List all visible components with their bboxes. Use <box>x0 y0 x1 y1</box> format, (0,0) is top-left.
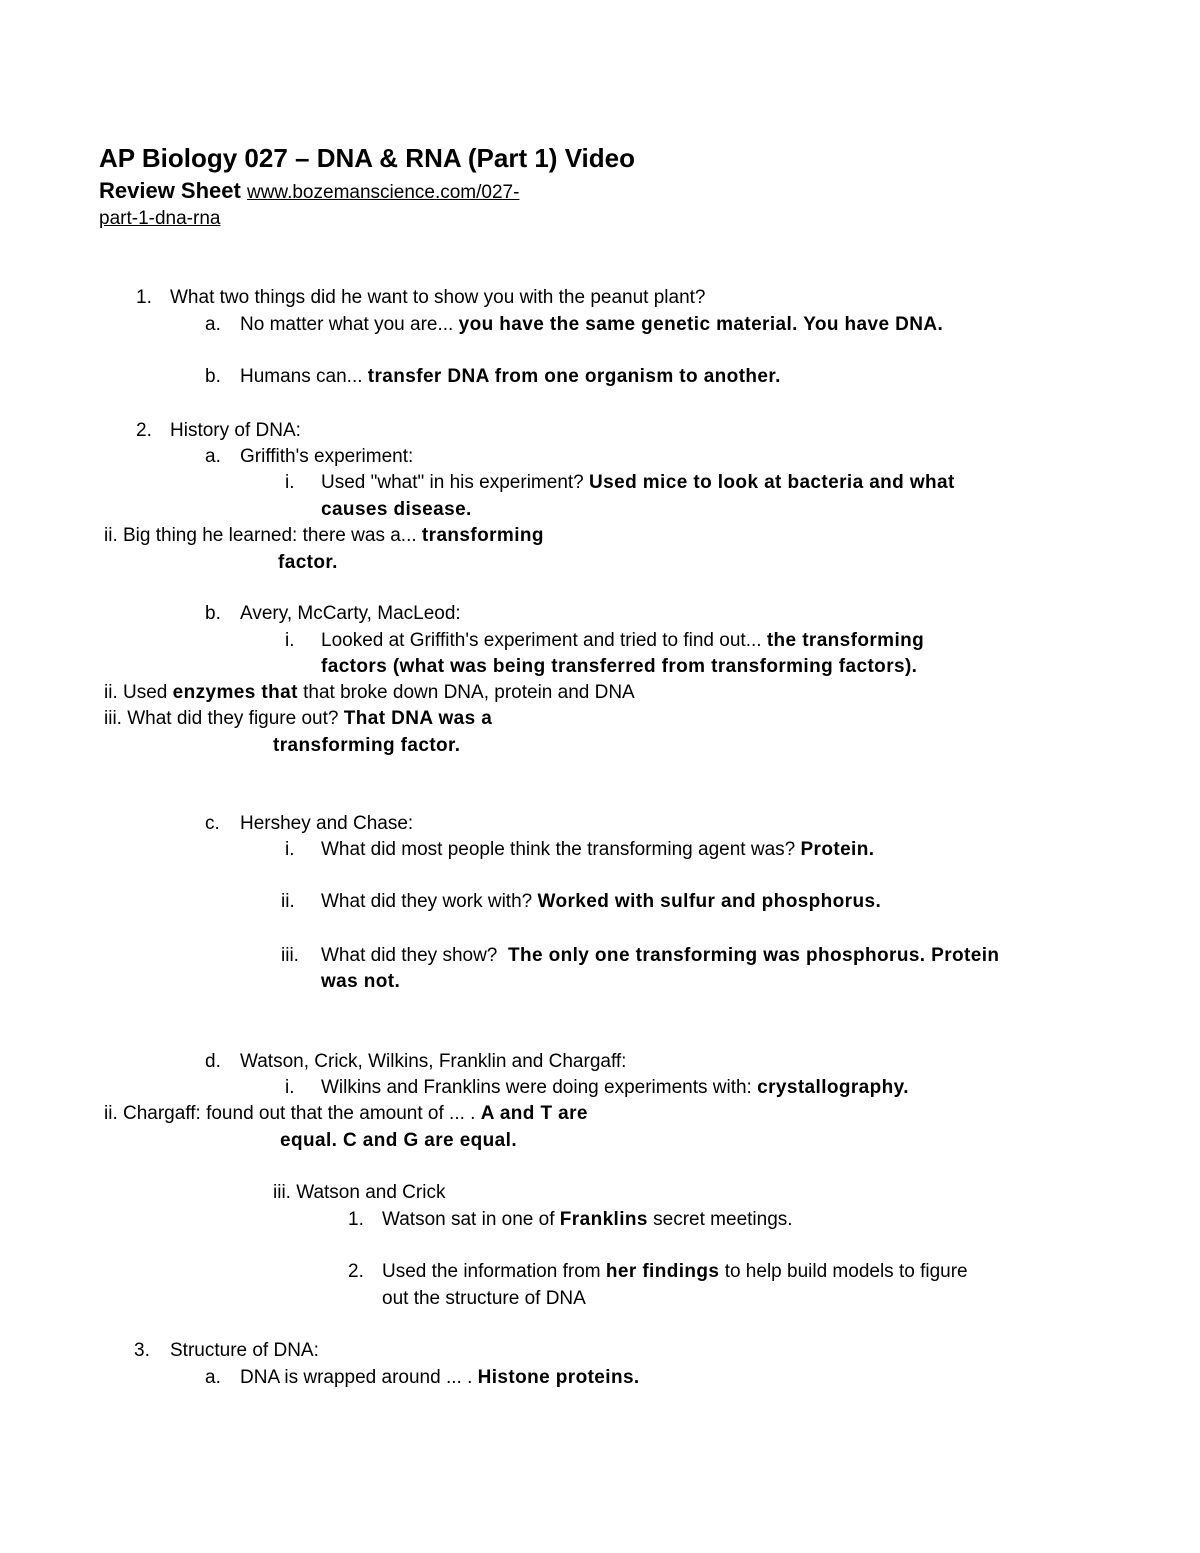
q2dii-answer-cont: equal. C and G are equal. <box>280 1130 518 1151</box>
q3a-line <box>240 1365 640 1391</box>
source-link-cont[interactable]: part-1-dna-rna <box>99 208 221 229</box>
q2biii-line <box>104 706 492 732</box>
q2diii-2-post: to help build models to figure <box>724 1261 968 1282</box>
q2a-label: a. <box>205 446 221 467</box>
q2diii-2-line <box>382 1259 968 1285</box>
q2cii-answer: Worked with sulfur and phosphorus. <box>537 891 882 912</box>
q2b-heading: Avery, McCarty, MacLeod: <box>240 603 461 624</box>
q2-number: 2. <box>136 420 152 441</box>
q2bii-line <box>104 680 635 706</box>
q2dii-line <box>104 1101 588 1127</box>
q1b-answer: transfer DNA from one organism to another. <box>367 366 781 387</box>
q2bi-answer: the transforming <box>766 630 925 651</box>
q2cii-label: ii. <box>281 891 295 912</box>
q2bi-line <box>321 628 924 654</box>
q2di-answer: crystallography. <box>757 1077 909 1098</box>
q2a-heading: Griffith's experiment: <box>240 446 414 467</box>
q2ai-answer: Used mice to look at bacteria and what <box>589 472 955 493</box>
q2bi-answer-cont: factors (what was being transferred from transforming factors). <box>321 656 918 677</box>
q3-number: 3. <box>134 1340 150 1361</box>
q2bii-rest: that broke down DNA, protein and DNA <box>303 682 635 703</box>
q2ciii-answer: The only one transforming was phosphorus. Protein <box>507 945 1000 966</box>
q2cii-line <box>321 889 881 915</box>
q2diii-2-pre: Used the information from <box>382 1261 601 1282</box>
q2diii-heading: iii. Watson and Crick <box>273 1182 446 1203</box>
q3a-answer: Histone proteins. <box>477 1367 640 1388</box>
q2ai-answer-cont: causes disease. <box>321 499 472 520</box>
q3a-prompt: DNA is wrapped around ... . <box>240 1367 473 1388</box>
q2d-heading: Watson, Crick, Wilkins, Franklin and Chargaff: <box>240 1051 627 1072</box>
q2d-label: d. <box>205 1051 221 1072</box>
q2diii-1-label: 1. <box>348 1209 364 1230</box>
q2biii-answer: That DNA was a <box>343 708 493 729</box>
q2c-label: c. <box>205 813 220 834</box>
source-link[interactable]: www.bozemanscience.com/027- <box>246 182 520 203</box>
q2diii-1-bold: Franklins <box>559 1209 648 1230</box>
q2diii-2-label: 2. <box>348 1261 364 1282</box>
q2biii-answer-cont: transforming factor. <box>273 735 461 756</box>
q2bii-bold: enzymes that <box>172 682 298 703</box>
q2bi-prompt: Looked at Griffith's experiment and tried to find out... <box>321 630 762 651</box>
subtitle: Review Sheet <box>99 178 241 203</box>
q2biii-prompt: iii. What did they figure out? <box>104 708 339 729</box>
q2aii-answer-cont: factor. <box>278 552 338 573</box>
q1b-prompt: Humans can... <box>240 366 363 387</box>
q2c-heading: Hershey and Chase: <box>240 813 414 834</box>
q2ciii-answer-cont: was not. <box>321 971 401 992</box>
q2bi-label: i. <box>285 630 295 651</box>
q2aii-prompt: ii. Big thing he learned: there was a... <box>104 525 417 546</box>
q2aii-line <box>104 523 544 549</box>
q1-number: 1. <box>136 287 152 308</box>
q2ci-prompt: What did most people think the transforming agent was? <box>321 839 796 860</box>
q2ci-line <box>321 837 874 863</box>
q2ciii-label: iii. <box>281 945 299 966</box>
q1-question: What two things did he want to show you with the peanut plant? <box>170 287 706 308</box>
q1a-answer: you have the same genetic material. You have DNA. <box>458 314 944 335</box>
q2diii-2-line2: out the structure of DNA <box>382 1288 586 1309</box>
subtitle-line <box>99 177 519 207</box>
q2ai-line <box>321 470 955 496</box>
q2cii-prompt: What did they work with? <box>321 891 533 912</box>
q2dii-prompt: ii. Chargaff: found out that the amount of ... . <box>104 1103 476 1124</box>
q1b-label: b. <box>205 366 221 387</box>
q1a-line <box>240 312 943 338</box>
q2di-line <box>321 1075 909 1101</box>
q2diii-1-post: secret meetings. <box>653 1209 793 1230</box>
q2diii-2-bold: her findings <box>605 1261 720 1282</box>
q2-heading: History of DNA: <box>170 420 301 441</box>
q2aii-answer: transforming <box>421 525 544 546</box>
q2dii-answer: A and T are <box>480 1103 588 1124</box>
q2ai-label: i. <box>285 472 295 493</box>
q1b-line <box>240 364 781 390</box>
q2ci-answer: Protein. <box>800 839 875 860</box>
q2ci-label: i. <box>285 839 295 860</box>
q2ciii-prompt: What did they show? <box>321 945 498 966</box>
q2ciii-line <box>321 943 999 969</box>
q2ai-prompt: Used "what" in his experiment? <box>321 472 584 493</box>
q1a-prompt: No matter what you are... <box>240 314 454 335</box>
q3a-label: a. <box>205 1367 221 1388</box>
q2diii-1-pre: Watson sat in one of <box>382 1209 555 1230</box>
q1a-label: a. <box>205 314 221 335</box>
q2bii-prefix: ii. Used <box>104 682 168 703</box>
q2di-label: i. <box>285 1077 295 1098</box>
q2di-prompt: Wilkins and Franklins were doing experiments with: <box>321 1077 752 1098</box>
q2diii-1-line <box>382 1207 793 1233</box>
document-title: AP Biology 027 – DNA & RNA (Part 1) Video <box>99 143 636 173</box>
q3-heading: Structure of DNA: <box>170 1340 319 1361</box>
q2b-label: b. <box>205 603 221 624</box>
